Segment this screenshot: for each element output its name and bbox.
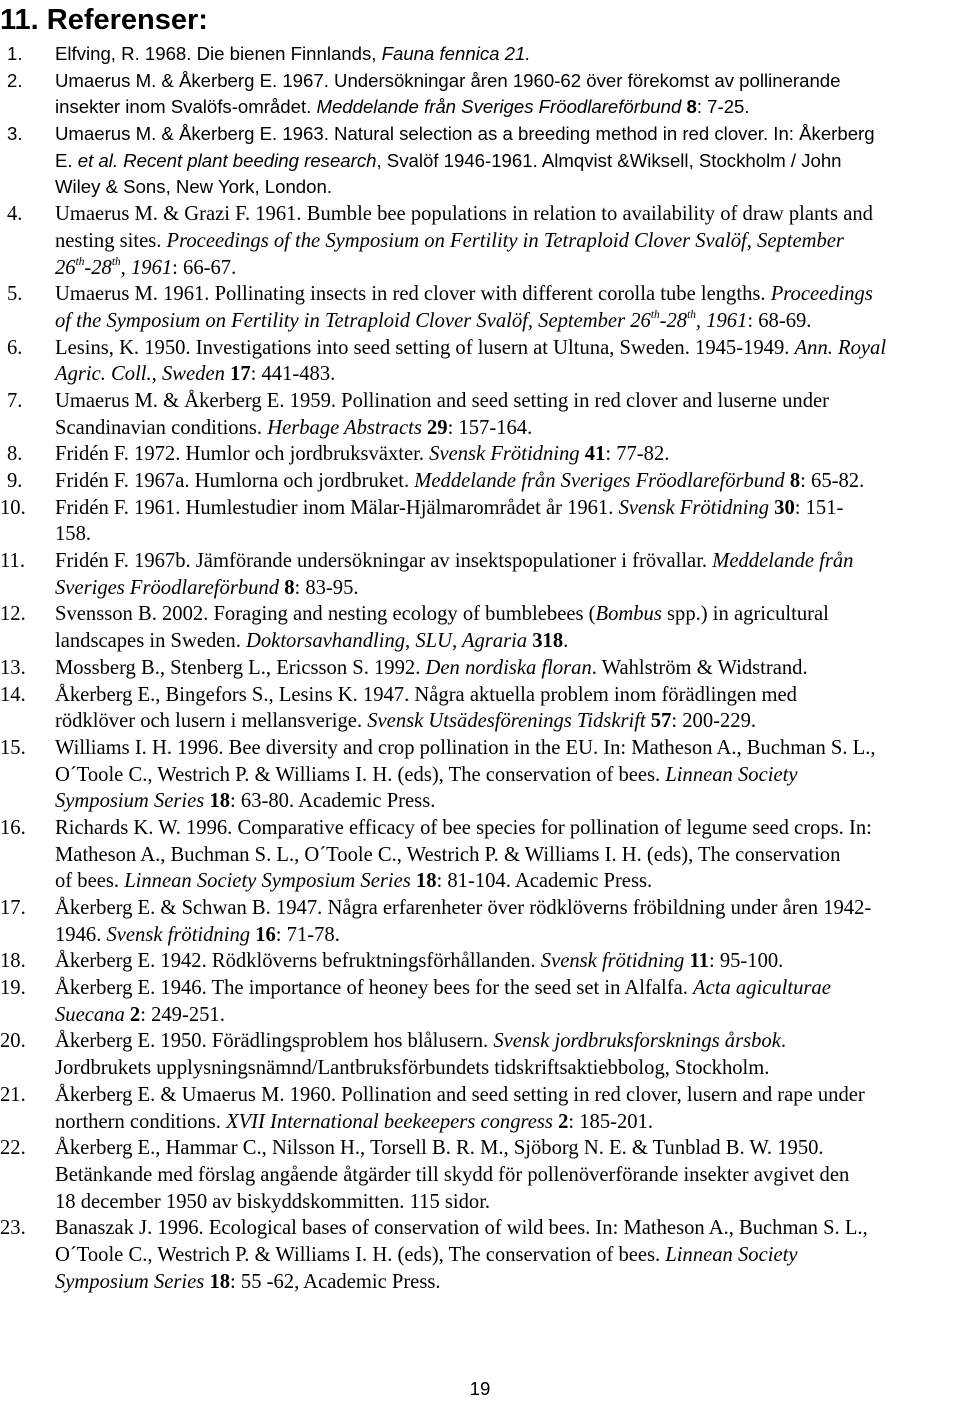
reference-text: Åkerberg E. 1946. The importance of heoney bees for the seed set in Alfalfa. xyxy=(55,977,694,1000)
reference-number: 12. xyxy=(0,603,26,626)
reference-item xyxy=(0,41,952,68)
reference-item xyxy=(0,948,952,975)
reference-text: Meddelande från xyxy=(712,550,854,573)
page-heading: 11. Referenser: xyxy=(0,4,208,36)
reference-text: 26 xyxy=(55,256,76,279)
reference-number: 8. xyxy=(7,443,23,466)
reference-number: 3. xyxy=(7,123,23,145)
reference-line xyxy=(55,708,952,735)
reference-text: -28 xyxy=(84,256,112,279)
reference-item xyxy=(0,682,952,735)
reference-text: Acta agiculturae xyxy=(693,977,831,1000)
reference-text: Fridén F. 1967b. Jämförande undersökningar av insektspopulationer i frövallar. xyxy=(55,550,713,573)
reference-text: Svensk Frötidning xyxy=(618,496,775,519)
reference-list xyxy=(0,41,952,1295)
reference-text: Sveriges Fröodlareförbund xyxy=(55,576,285,599)
reference-text: Svensk frötidning xyxy=(540,950,690,973)
reference-line xyxy=(55,868,952,895)
reference-item xyxy=(0,548,952,601)
reference-line xyxy=(55,655,952,682)
reference-number: 4. xyxy=(7,203,23,226)
reference-line xyxy=(55,148,952,175)
reference-text: Umaerus M. & Åkerberg E. 1959. Pollination and seed setting in red clover and luserne under xyxy=(55,389,829,412)
reference-text: rödklöver och lusern i mellansverige. xyxy=(55,710,368,733)
reference-text: 2 xyxy=(129,1003,141,1026)
reference-number: 17. xyxy=(0,897,26,919)
reference-number: 13. xyxy=(0,656,26,679)
reference-text: th xyxy=(111,255,121,268)
reference-item xyxy=(0,468,952,495)
reference-line xyxy=(55,895,952,922)
reference-text: landscapes in Sweden. xyxy=(55,630,247,653)
reference-line xyxy=(55,1135,952,1162)
reference-text: Meddelande från Sveriges Fröodlareförbund xyxy=(316,96,687,118)
reference-number: 19. xyxy=(0,977,26,1000)
reference-text: , Svalöf 1946-1961. Almqvist &Wiksell, Stockholm / John xyxy=(376,149,842,171)
reference-text: : 63-80. Academic Press. xyxy=(230,790,436,813)
reference-text: Herbage Abstracts xyxy=(267,416,427,439)
reference-line xyxy=(55,281,952,308)
reference-item xyxy=(0,975,952,1028)
reference-text: Åkerberg E. & Umaerus M. 1960. Pollination and seed setting in red clover, lusern and rape under xyxy=(55,1083,865,1106)
reference-text: : 65-82. xyxy=(800,470,865,492)
reference-item xyxy=(0,1028,952,1081)
reference-text: Richards K. W. 1996. Comparative efficacy of bee species for pollination of legume seed crops. In: xyxy=(55,816,872,839)
reference-text: Fridén F. 1961. Humlestudier inom Mälar-Hjälmarområdet år 1961. xyxy=(55,496,619,519)
reference-item xyxy=(0,495,952,548)
reference-text: th xyxy=(75,255,85,268)
reference-line xyxy=(55,121,952,148)
reference-number: 2. xyxy=(7,69,23,91)
reference-line xyxy=(55,1109,952,1136)
reference-item xyxy=(0,201,952,281)
reference-text: Linnean Society xyxy=(665,1243,798,1266)
reference-text: 1946. xyxy=(55,923,107,946)
reference-line xyxy=(55,174,952,201)
reference-text: : 157-164. xyxy=(447,416,533,439)
reference-line xyxy=(55,1162,952,1189)
reference-text: Bombus xyxy=(595,603,662,626)
reference-text: 8 xyxy=(789,470,801,492)
reference-text: Fridén F. 1972. Humlor och jordbruksväxter. xyxy=(55,443,430,466)
reference-text: Lesins, K. 1950. Investigations into seed setting of lusern at Ultuna, Sweden. 1945-1949. xyxy=(55,336,795,359)
reference-text: Proceedings xyxy=(770,283,873,306)
reference-text: th xyxy=(687,308,696,321)
reference-number: 1. xyxy=(7,43,23,64)
reference-line xyxy=(55,201,952,228)
reference-text: Åkerberg E. & Schwan B. 1947. Några erfarenheter över rödklöverns fröbildning under åren 1942- xyxy=(55,897,872,919)
reference-text: Svensk Frötidning xyxy=(429,443,585,466)
reference-text: 18 xyxy=(209,790,231,813)
reference-item xyxy=(0,441,952,468)
reference-text: . xyxy=(780,1030,786,1053)
reference-text: Banaszak J. 1996. Ecological bases of conservation of wild bees. In: Matheson A., Buchman S. L., xyxy=(55,1217,868,1240)
page-number: 19 xyxy=(469,1378,491,1399)
reference-text: Linnean Society xyxy=(665,763,798,786)
reference-text: th xyxy=(650,308,660,321)
reference-line xyxy=(55,1055,952,1082)
reference-text: Suecana xyxy=(55,1003,130,1026)
reference-line xyxy=(55,415,952,442)
reference-text: Betänkande med förslag angående åtgärder till skydd för pollenöverförande insekter avgivet den xyxy=(55,1163,850,1186)
reference-text: . xyxy=(563,630,569,653)
reference-text: : 441-483. xyxy=(250,363,336,386)
reference-text: Williams I. H. 1996. Bee diversity and crop pollination in the EU. In: Matheson A., Buchman S. L., xyxy=(55,736,876,759)
reference-line xyxy=(55,228,952,255)
reference-line xyxy=(55,762,952,789)
reference-line xyxy=(55,388,952,415)
reference-line xyxy=(55,788,952,815)
reference-text: : 200-229. xyxy=(671,710,757,733)
reference-line xyxy=(55,94,952,121)
reference-line xyxy=(55,468,952,495)
reference-line xyxy=(55,68,952,95)
reference-item xyxy=(0,281,952,334)
reference-text: : 83-95. xyxy=(294,576,359,599)
reference-text: Wiley & Sons, New York, London. xyxy=(55,176,332,198)
reference-text: Jordbrukets upplysningsnämnd/Lantbruksförbundets tidskriftsaktiebbolog, Stockholm. xyxy=(55,1057,770,1080)
reference-text: 18 xyxy=(415,870,437,893)
reference-text: : 68-69. xyxy=(747,309,812,332)
reference-line xyxy=(55,1215,952,1242)
reference-line xyxy=(55,335,952,362)
reference-line xyxy=(55,815,952,842)
reference-text: , 1961 xyxy=(695,309,748,332)
reference-text: Mossberg B., Stenberg L., Ericsson S. 1992. xyxy=(55,656,426,679)
reference-text: 41 xyxy=(584,443,606,466)
reference-text: Åkerberg E., Bingefors S., Lesins K. 1947. Några aktuella problem inom förädlingen med xyxy=(55,683,797,706)
reference-text: Meddelande från Sveriges Fröodlareförbund xyxy=(414,470,790,492)
reference-line xyxy=(55,1028,952,1055)
reference-text: 11 xyxy=(689,950,709,973)
reference-text: Matheson A., Buchman S. L., O´Toole C., Westrich P. & Williams I. H. (eds), The conservation xyxy=(55,843,841,866)
reference-line xyxy=(55,1189,952,1216)
reference-item xyxy=(0,601,952,654)
reference-line xyxy=(55,361,952,388)
reference-text: O´Toole C., Westrich P. & Williams I. H. (eds), The conservation of bees. xyxy=(55,763,666,786)
reference-text: -28 xyxy=(659,309,688,332)
reference-text: Den nordiska floran xyxy=(425,656,592,679)
reference-text: et al. xyxy=(77,149,119,171)
reference-number: 10. xyxy=(0,496,26,519)
reference-text: : 55 -62, Academic Press. xyxy=(230,1270,441,1293)
reference-line xyxy=(55,601,952,628)
reference-line xyxy=(55,548,952,575)
reference-text: Svensson B. 2002. Foraging and nesting ecology of bumblebees ( xyxy=(55,603,596,626)
reference-number: 18. xyxy=(0,950,26,973)
reference-text: Scandinavian conditions. xyxy=(55,416,268,439)
reference-text: Fridén F. 1967a. Humlorna och jordbruket. xyxy=(55,470,415,492)
reference-line xyxy=(55,575,952,602)
reference-text: Symposium Series xyxy=(55,1270,210,1293)
reference-item xyxy=(0,68,952,121)
reference-line xyxy=(55,495,952,522)
reference-text: : 66-67. xyxy=(172,256,237,279)
reference-text: nesting sites. xyxy=(55,229,167,252)
reference-text: . Wahlström & Widstrand. xyxy=(591,656,808,679)
reference-text: 2 xyxy=(558,1110,569,1133)
reference-text: Linnean Society Symposium Series xyxy=(124,870,416,893)
reference-text: Åkerberg E. 1942. Rödklöverns befruktningsförhållanden. xyxy=(55,950,541,973)
reference-text: , 1961 xyxy=(120,256,173,279)
reference-text: Agric. Coll., Sweden xyxy=(55,363,231,386)
reference-text: 30 xyxy=(774,496,795,519)
reference-item xyxy=(0,121,952,201)
reference-text: Åkerberg E. 1950. Förädlingsproblem hos blålusern. xyxy=(55,1030,494,1053)
reference-text: Umaerus M. & Åkerberg E. 1963. Natural selection as a breeding method in red clover. In: Åkerberg xyxy=(55,123,875,145)
reference-line xyxy=(55,1269,952,1296)
reference-text: Svensk jordbruksforsknings årsbok xyxy=(493,1030,781,1053)
reference-text: : 185-201. xyxy=(568,1110,654,1133)
reference-text: : 151- xyxy=(794,496,844,519)
reference-text: 8 xyxy=(686,96,697,118)
reference-line xyxy=(55,682,952,709)
reference-text: 29 xyxy=(427,416,448,439)
reference-item xyxy=(0,1135,952,1215)
reference-item xyxy=(0,335,952,388)
reference-text: Umaerus M. & Grazi F. 1961. Bumble bee populations in relation to availability of draw plants and xyxy=(55,203,873,226)
reference-line xyxy=(55,975,952,1002)
reference-number: 16. xyxy=(0,816,26,839)
reference-text: : 77-82. xyxy=(605,443,670,466)
reference-text: Doktorsavhandling, SLU, Agraria xyxy=(246,630,533,653)
reference-line xyxy=(55,1082,952,1109)
reference-item xyxy=(0,655,952,682)
reference-text: Recent plant beeding research xyxy=(123,149,377,171)
reference-text: Symposium Series xyxy=(55,790,210,813)
reference-line xyxy=(55,842,952,869)
reference-text: 158. xyxy=(55,523,92,546)
reference-line xyxy=(55,255,952,282)
reference-text: of the Symposium on Fertility in Tetraploid Clover Svalöf, September 26 xyxy=(55,309,651,332)
reference-number: 7. xyxy=(7,389,23,412)
reference-number: 5. xyxy=(7,283,23,306)
reference-text: : 7-25. xyxy=(696,96,750,118)
reference-line xyxy=(55,735,952,762)
reference-text: of bees. xyxy=(55,870,125,893)
reference-item xyxy=(0,388,952,441)
reference-text: 318 xyxy=(532,630,564,653)
reference-line xyxy=(55,922,952,949)
reference-number: 9. xyxy=(7,470,23,492)
reference-text: Svensk frötidning xyxy=(106,923,256,946)
reference-text: Fauna fennica 21. xyxy=(381,43,531,64)
reference-text: insekter inom Svalöfs-området. xyxy=(55,96,317,118)
reference-text: northern conditions. xyxy=(55,1110,227,1133)
reference-number: 6. xyxy=(7,336,23,359)
reference-text: XVII International beekeepers congress xyxy=(226,1110,559,1133)
reference-text: Proceedings of the Symposium on Fertility in Tetraploid Clover Svalöf, September xyxy=(166,229,844,252)
reference-number: 20. xyxy=(0,1030,26,1053)
reference-text: O´Toole C., Westrich P. & Williams I. H. (eds), The conservation of bees. xyxy=(55,1243,666,1266)
reference-item xyxy=(0,1082,952,1135)
reference-text: 57 xyxy=(650,710,672,733)
reference-line xyxy=(55,628,952,655)
reference-text: 16 xyxy=(255,923,276,946)
reference-text: 17 xyxy=(230,363,251,386)
reference-text: Svensk Utsädesförenings Tidskrift xyxy=(367,710,651,733)
reference-text: Ann. Royal xyxy=(794,336,887,359)
reference-text: : 95-100. xyxy=(708,950,784,973)
reference-number: 14. xyxy=(0,683,26,706)
reference-text: spp.) in agricultural xyxy=(661,603,829,626)
reference-number: 23. xyxy=(0,1217,26,1240)
reference-text: 18 december 1950 av biskyddskommitten. 115 sidor. xyxy=(55,1190,491,1213)
reference-line xyxy=(55,441,952,468)
reference-number: 21. xyxy=(0,1083,26,1106)
reference-number: 22. xyxy=(0,1137,26,1160)
reference-item xyxy=(0,1215,952,1295)
reference-number: 15. xyxy=(0,736,26,759)
reference-item xyxy=(0,735,952,815)
reference-line xyxy=(55,948,952,975)
reference-item xyxy=(0,815,952,895)
reference-text: Åkerberg E., Hammar C., Nilsson H., Torsell B. R. M., Sjöborg N. E. & Tunblad B. W. 1950. xyxy=(55,1137,824,1160)
reference-text: E. xyxy=(55,149,78,171)
reference-line xyxy=(55,1242,952,1269)
reference-line xyxy=(55,41,952,68)
reference-text: : 249-251. xyxy=(140,1003,225,1026)
reference-item xyxy=(0,895,952,948)
reference-text: Umaerus M. 1961. Pollinating insects in red clover with different corolla tube lengths. xyxy=(55,283,771,306)
reference-number: 11. xyxy=(0,550,25,573)
reference-text: : 81-104. Academic Press. xyxy=(436,870,653,893)
reference-text: Elfving, R. 1968. Die bienen Finnlands, xyxy=(55,43,382,64)
reference-text: : 71-78. xyxy=(275,923,340,946)
reference-line xyxy=(55,308,952,335)
reference-line xyxy=(55,521,952,548)
reference-text: 18 xyxy=(209,1270,231,1293)
reference-text: 8 xyxy=(284,576,295,599)
reference-text: Umaerus M. & Åkerberg E. 1967. Undersökningar åren 1960-62 över förekomst av pollinerande xyxy=(55,69,841,91)
reference-line xyxy=(55,1002,952,1029)
